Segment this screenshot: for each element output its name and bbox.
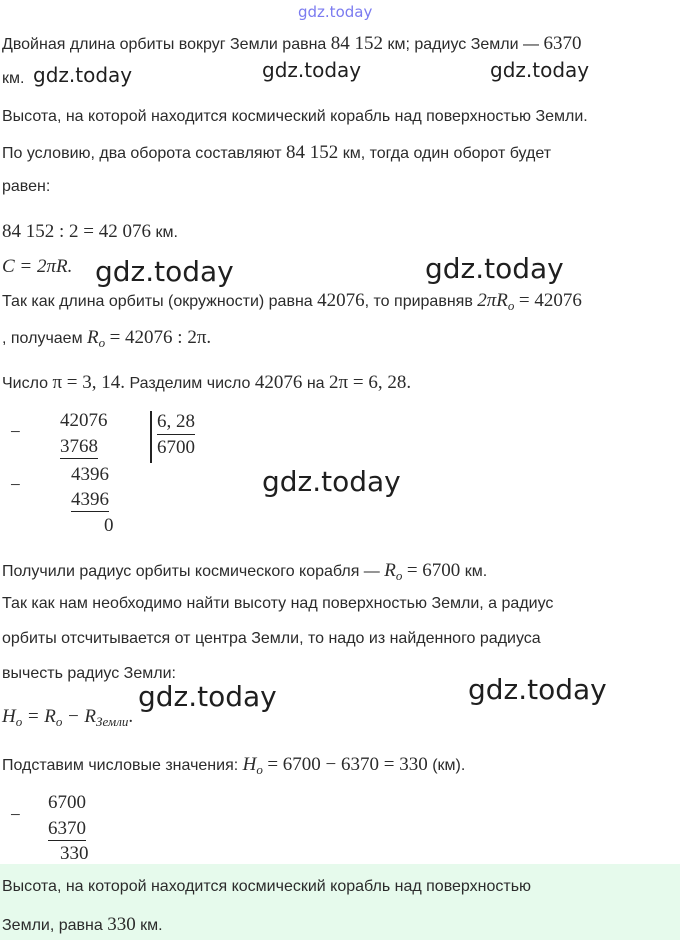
math-subscript: Земли	[96, 714, 129, 729]
remainder: 0	[104, 515, 114, 536]
watermark: gdz.today	[262, 465, 401, 498]
text: км.	[155, 224, 178, 241]
text: Так как нам необходимо найти высоту над поверхностью Земли, а радиус	[2, 595, 554, 612]
math-line	[2, 221, 178, 243]
text: , получаем	[2, 330, 83, 347]
math-expression: = 42076	[518, 290, 582, 311]
text: Высота, на которой находится космический корабль над поверхностью Земли.	[2, 108, 588, 125]
math-subscript: o	[256, 762, 263, 777]
math-expression: 84 152 : 2 = 42 076	[2, 221, 151, 242]
difference: 330	[60, 843, 89, 864]
answer-number: 330	[107, 914, 136, 935]
math-number: 6370	[543, 33, 582, 54]
watermark: gdz.today	[95, 255, 234, 288]
watermark: gdz.today	[425, 252, 564, 285]
math-number: 42076	[254, 372, 303, 393]
division-bar	[150, 411, 152, 463]
math-expression: 2π = 6, 28.	[329, 372, 412, 393]
math-expression: − R	[66, 706, 97, 727]
answer-text: Высота, на которой находится космический корабль над поверхностью	[2, 878, 532, 895]
math-number: 84 152	[286, 142, 339, 163]
divisor: 6, 28	[157, 410, 195, 435]
text-line	[2, 630, 541, 648]
text-line	[2, 33, 581, 55]
text: вычесть радиус Земли:	[2, 665, 176, 682]
text: км.	[464, 563, 488, 580]
watermark: gdz.today	[138, 680, 277, 713]
watermark: gdz.today	[33, 63, 133, 87]
math-subscript: o	[395, 568, 403, 583]
text-line	[2, 142, 551, 164]
minus-sign: −	[10, 805, 21, 826]
math-punct: .	[128, 706, 134, 727]
math-symbol: R	[87, 327, 99, 348]
text-line	[2, 665, 176, 683]
answer-line	[2, 914, 163, 936]
answer-text: Земли, равна	[2, 917, 103, 934]
math-expression: = R	[26, 706, 56, 727]
math-subscript: o	[507, 298, 515, 313]
text-line	[2, 290, 582, 314]
text-line	[2, 178, 50, 196]
quotient: 6700	[157, 437, 195, 458]
minus-sign: −	[10, 475, 21, 496]
math-expression: = 6700	[406, 560, 461, 581]
subtrahend: 6370	[48, 818, 86, 839]
minuend: 6700	[48, 792, 86, 813]
dividend: 42076	[60, 410, 108, 431]
text-line	[2, 754, 465, 778]
math-symbol: H	[242, 754, 257, 775]
math-expression: = 6700 − 6370 = 330	[267, 754, 428, 775]
math-expression: C = 2πR.	[2, 256, 73, 277]
text: на	[306, 375, 325, 392]
watermark: gdz.today	[262, 58, 362, 82]
text: Подставим числовые значения:	[2, 757, 239, 774]
math-subscript: o	[55, 714, 63, 729]
text: Так как длина орбиты (окружности) равна	[2, 293, 313, 310]
text-line	[2, 108, 588, 126]
text: км, тогда один оборот будет	[342, 145, 552, 162]
text-line	[2, 595, 553, 613]
minus-sign: −	[10, 422, 21, 443]
text: (км).	[432, 757, 466, 774]
subtrahend: 4396	[71, 489, 109, 510]
watermark: gdz.today	[490, 58, 590, 82]
watermark: gdz.today	[468, 673, 607, 706]
math-expression: π = 3, 14.	[52, 372, 126, 393]
text: Число	[2, 375, 49, 392]
math-number: 42076	[317, 290, 365, 311]
remainder: 4396	[71, 464, 109, 485]
answer-box	[0, 864, 680, 940]
text: равен:	[2, 178, 51, 195]
math-subscript: o	[98, 335, 106, 350]
math-line	[2, 256, 72, 278]
answer-text: км.	[140, 917, 163, 934]
math-expression: 2πR	[477, 290, 508, 311]
text-line	[2, 70, 24, 88]
text-line	[2, 372, 411, 394]
text: орбиты отсчитывается от центра Земли, то надо из найденного радиуса	[2, 630, 541, 647]
text: , то приравняв	[364, 293, 473, 310]
text: км; радиус Земли —	[387, 36, 539, 53]
math-symbol: R	[384, 560, 396, 581]
math-symbol: H	[2, 706, 16, 727]
math-expression: = 42076 : 2π.	[109, 327, 212, 348]
math-subscript: o	[15, 714, 23, 729]
text: км.	[2, 70, 25, 87]
watermark-top: gdz.today	[298, 3, 373, 21]
math-line	[2, 706, 133, 730]
subtrahend: 3768	[60, 436, 98, 457]
text: Получили радиус орбиты космического корабля —	[2, 563, 380, 580]
text: Разделим число	[129, 375, 251, 392]
text: Двойная длина орбиты вокруг Земли равна	[2, 36, 327, 53]
text: По условию, два оборота составляют	[2, 145, 282, 162]
text-line	[2, 560, 487, 584]
text-line	[2, 327, 211, 351]
math-number: 84 152	[330, 33, 384, 54]
